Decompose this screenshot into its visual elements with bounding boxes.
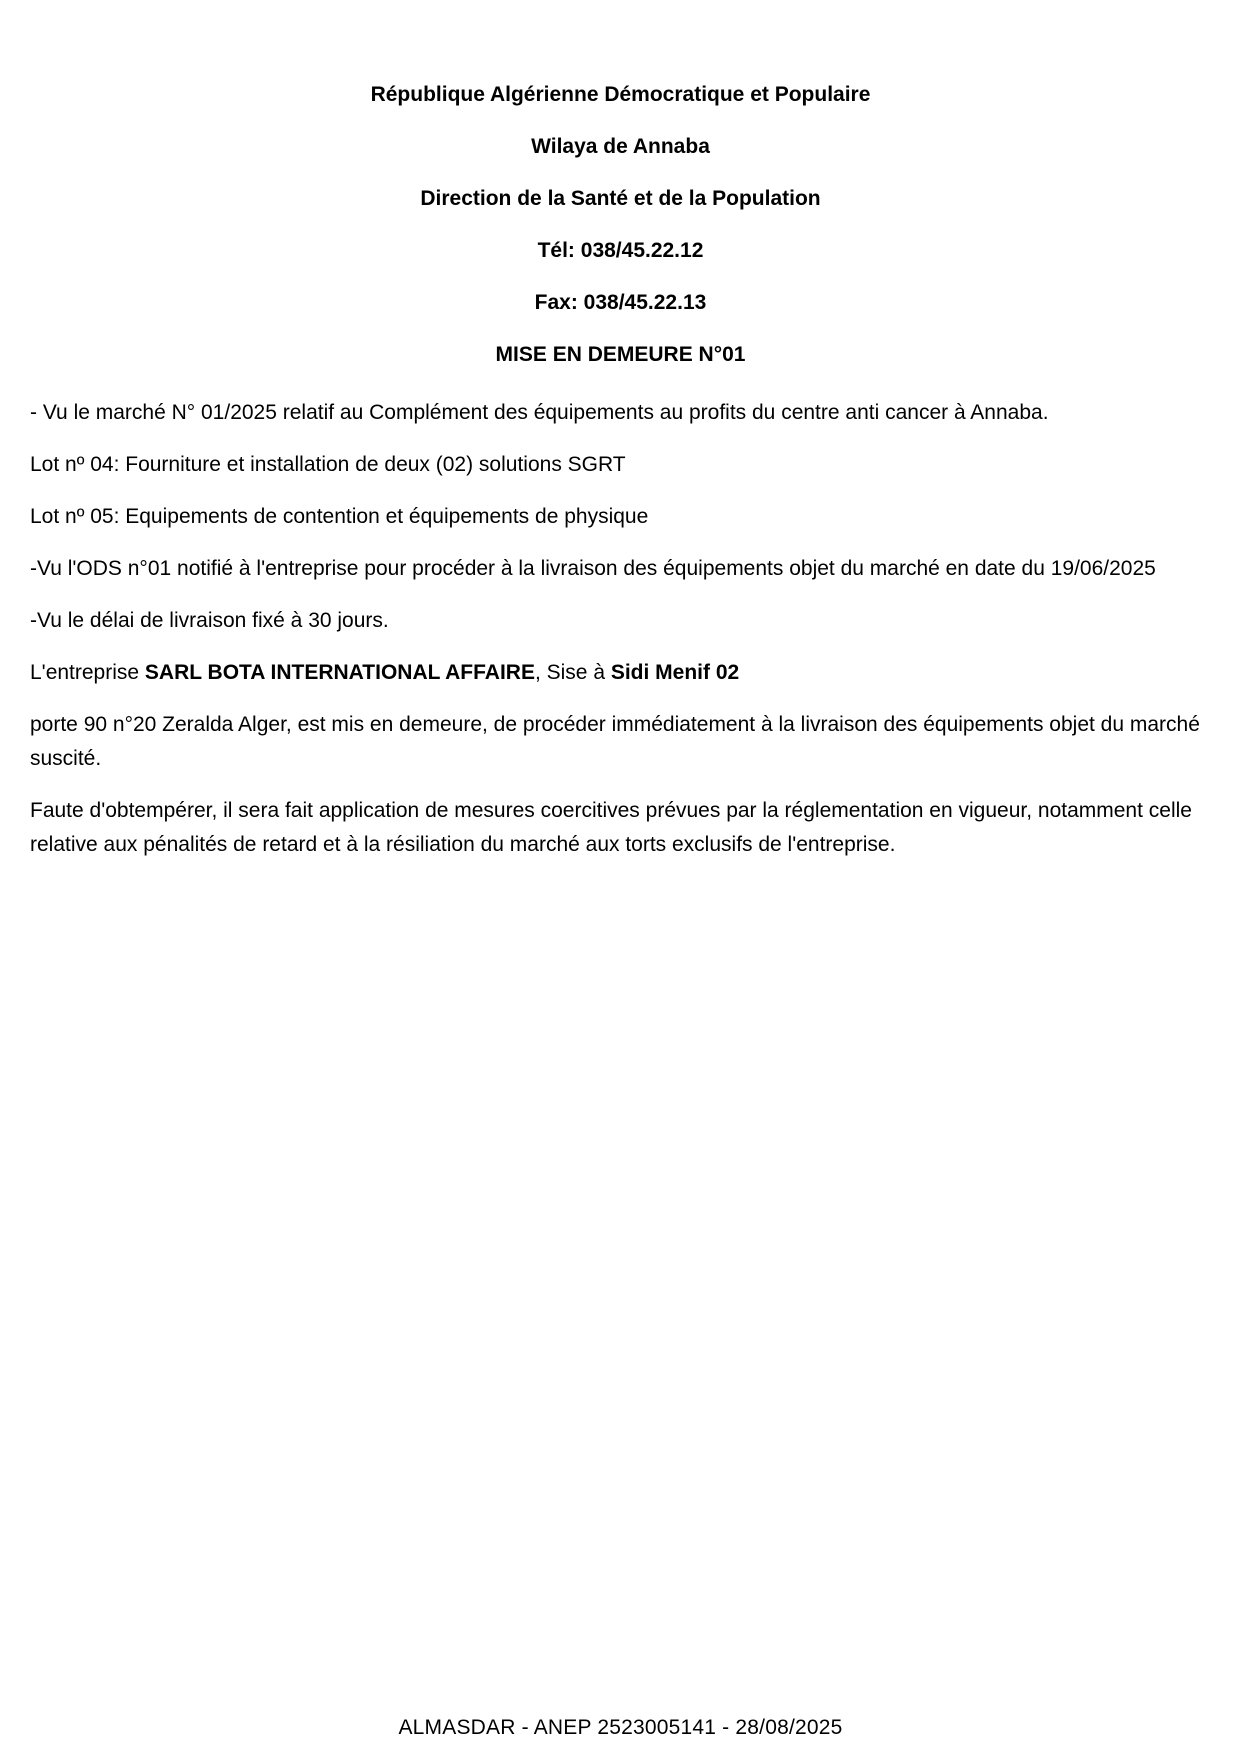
country-heading: République Algérienne Démocratique et Populaire: [370, 83, 871, 106]
entreprise-mid: , Sise à: [534, 661, 611, 684]
document-header: [0, 82, 1241, 394]
vu-marche-paragraph: - Vu le marché N° 01/2025 relatif au Complément des équipements au profits du centre anti cancer à Annaba.: [30, 401, 1049, 424]
faute-paragraph: Faute d'obtempérer, il sera fait application de mesures coercitives prévues par la réglementation en vigueur, notamment celle relative aux pénalités de retard et à la résiliation du marché aux torts exclusifs de l'entreprise.: [30, 799, 1192, 856]
document-title: MISE EN DEMEURE N°01: [495, 343, 746, 366]
telephone-line: Tél: 038/45.22.12: [537, 239, 704, 262]
direction-heading: Direction de la Santé et de la Population: [420, 187, 821, 210]
entreprise-name: SARL BOTA INTERNATIONAL AFFAIRE: [144, 661, 535, 684]
lot-05-paragraph: Lot nº 05: Equipements de contention et équipements de physique: [30, 505, 649, 528]
entreprise-paragraph: [30, 656, 1210, 690]
lot-04-paragraph: Lot nº 04: Fourniture et installation de deux (02) solutions SGRT: [30, 453, 626, 476]
publication-reference: ALMASDAR - ANEP 2523005141 - 28/08/2025: [398, 1716, 843, 1739]
vu-ods-paragraph: -Vu l'ODS n°01 notifié à l'entreprise pour procéder à la livraison des équipements objet du marché en date du 19/06/2025: [30, 557, 1156, 580]
wilaya-heading: Wilaya de Annaba: [531, 135, 710, 158]
entreprise-location: Sidi Menif 02: [610, 661, 740, 684]
document-body: [30, 396, 1210, 880]
fax-line: Fax: 038/45.22.13: [534, 291, 707, 314]
adresse-paragraph: porte 90 n°20 Zeralda Alger, est mis en demeure, de procéder immédiatement à la livraison des équipements objet du marché suscité.: [30, 713, 1200, 770]
vu-delai-paragraph: -Vu le délai de livraison fixé à 30 jours.: [30, 609, 389, 632]
entreprise-prefix: L'entreprise: [30, 661, 145, 684]
